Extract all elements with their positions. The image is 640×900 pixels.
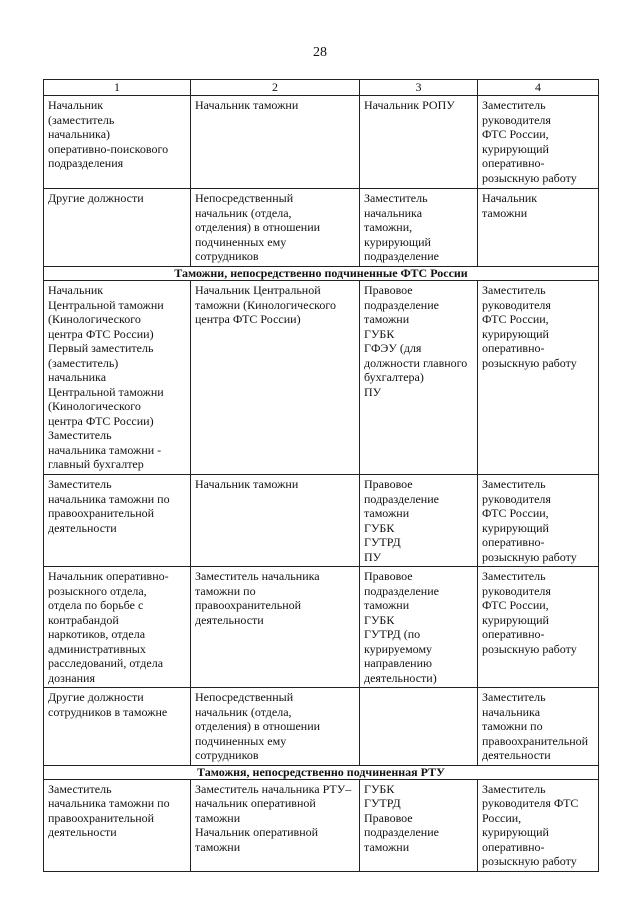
- column-number: 4: [478, 80, 599, 96]
- column-number: 3: [360, 80, 478, 96]
- authority-cell: Заместитель руководителя ФТС России, курирующий оперативно- розыскную работу: [478, 475, 599, 567]
- column-number: 2: [191, 80, 360, 96]
- initiator-cell: Начальник таможни: [191, 96, 360, 189]
- page-number: 28: [313, 45, 327, 60]
- table-row: [44, 688, 599, 766]
- position-cell: Заместитель начальника таможни по правоохранительной деятельности: [44, 779, 191, 871]
- section-header-row: [44, 765, 599, 779]
- position-cell: Начальник оперативно- розыскного отдела, отдела по борьбе с контрабандой наркотиков, отдела административных расследований, отдела дознания: [44, 567, 191, 688]
- initiator-cell: Заместитель начальника РТУ– начальник оперативной таможни Начальник оперативной таможни: [191, 779, 360, 871]
- position-cell: Начальник Центральной таможни (Кинологического центра ФТС России) Первый заместитель (заместитель) начальника Центральной таможни (Кинологического центра ФТС России) Заместитель начальника таможни - главный бухгалтер: [44, 281, 191, 475]
- initiator-cell: Непосредственный начальник (отдела, отделения) в отношении подчиненных ему сотрудников: [191, 189, 360, 267]
- section-title: Таможни, непосредственно подчиненные ФТС России: [44, 267, 599, 281]
- authority-cell: Заместитель руководителя ФТС России, курирующий оперативно- розыскную работу: [478, 779, 599, 871]
- approval-cell: ГУБК ГУТРД Правовое подразделение таможни: [360, 779, 478, 871]
- position-cell: Начальник (заместитель начальника) оперативно-поискового подразделения: [44, 96, 191, 189]
- initiator-cell: Начальник таможни: [191, 475, 360, 567]
- approval-cell: Правовое подразделение таможни ГУБК ГФЭУ (для должности главного бухгалтера) ПУ: [360, 281, 478, 475]
- initiator-cell: Начальник Центральной таможни (Кинологического центра ФТС России): [191, 281, 360, 475]
- table-row: [44, 567, 599, 688]
- section-title: Таможня, непосредственно подчиненная РТУ: [44, 765, 599, 779]
- authority-cell: Начальник таможни: [478, 189, 599, 267]
- authority-cell: Заместитель руководителя ФТС России, курирующий оперативно- розыскную работу: [478, 96, 599, 189]
- table-row: [44, 96, 599, 189]
- column-number-row: [44, 80, 599, 96]
- position-cell: Другие должности сотрудников в таможне: [44, 688, 191, 766]
- approval-table: [43, 79, 599, 872]
- table-row: [44, 779, 599, 871]
- table-row: [44, 475, 599, 567]
- section-header-row: [44, 267, 599, 281]
- approval-cell: Правовое подразделение таможни ГУБК ГУТРД ПУ: [360, 475, 478, 567]
- authority-cell: Заместитель руководителя ФТС России, курирующий оперативно- розыскную работу: [478, 567, 599, 688]
- initiator-cell: Заместитель начальника таможни по правоохранительной деятельности: [191, 567, 360, 688]
- approval-cell: Правовое подразделение таможни ГУБК ГУТРД (по курируемому направлению деятельности): [360, 567, 478, 688]
- table-row: [44, 281, 599, 475]
- approval-cell: Заместитель начальника таможни, курирующий подразделение: [360, 189, 478, 267]
- initiator-cell: Непосредственный начальник (отдела, отделения) в отношении подчиненных ему сотрудников: [191, 688, 360, 766]
- column-number: 1: [44, 80, 191, 96]
- approval-cell: [360, 688, 478, 766]
- position-cell: Другие должности: [44, 189, 191, 267]
- authority-cell: Заместитель начальника таможни по правоохранительной деятельности: [478, 688, 599, 766]
- table-row: [44, 189, 599, 267]
- approval-cell: Начальник РОПУ: [360, 96, 478, 189]
- authority-cell: Заместитель руководителя ФТС России, курирующий оперативно- розыскную работу: [478, 281, 599, 475]
- position-cell: Заместитель начальника таможни по правоохранительной деятельности: [44, 475, 191, 567]
